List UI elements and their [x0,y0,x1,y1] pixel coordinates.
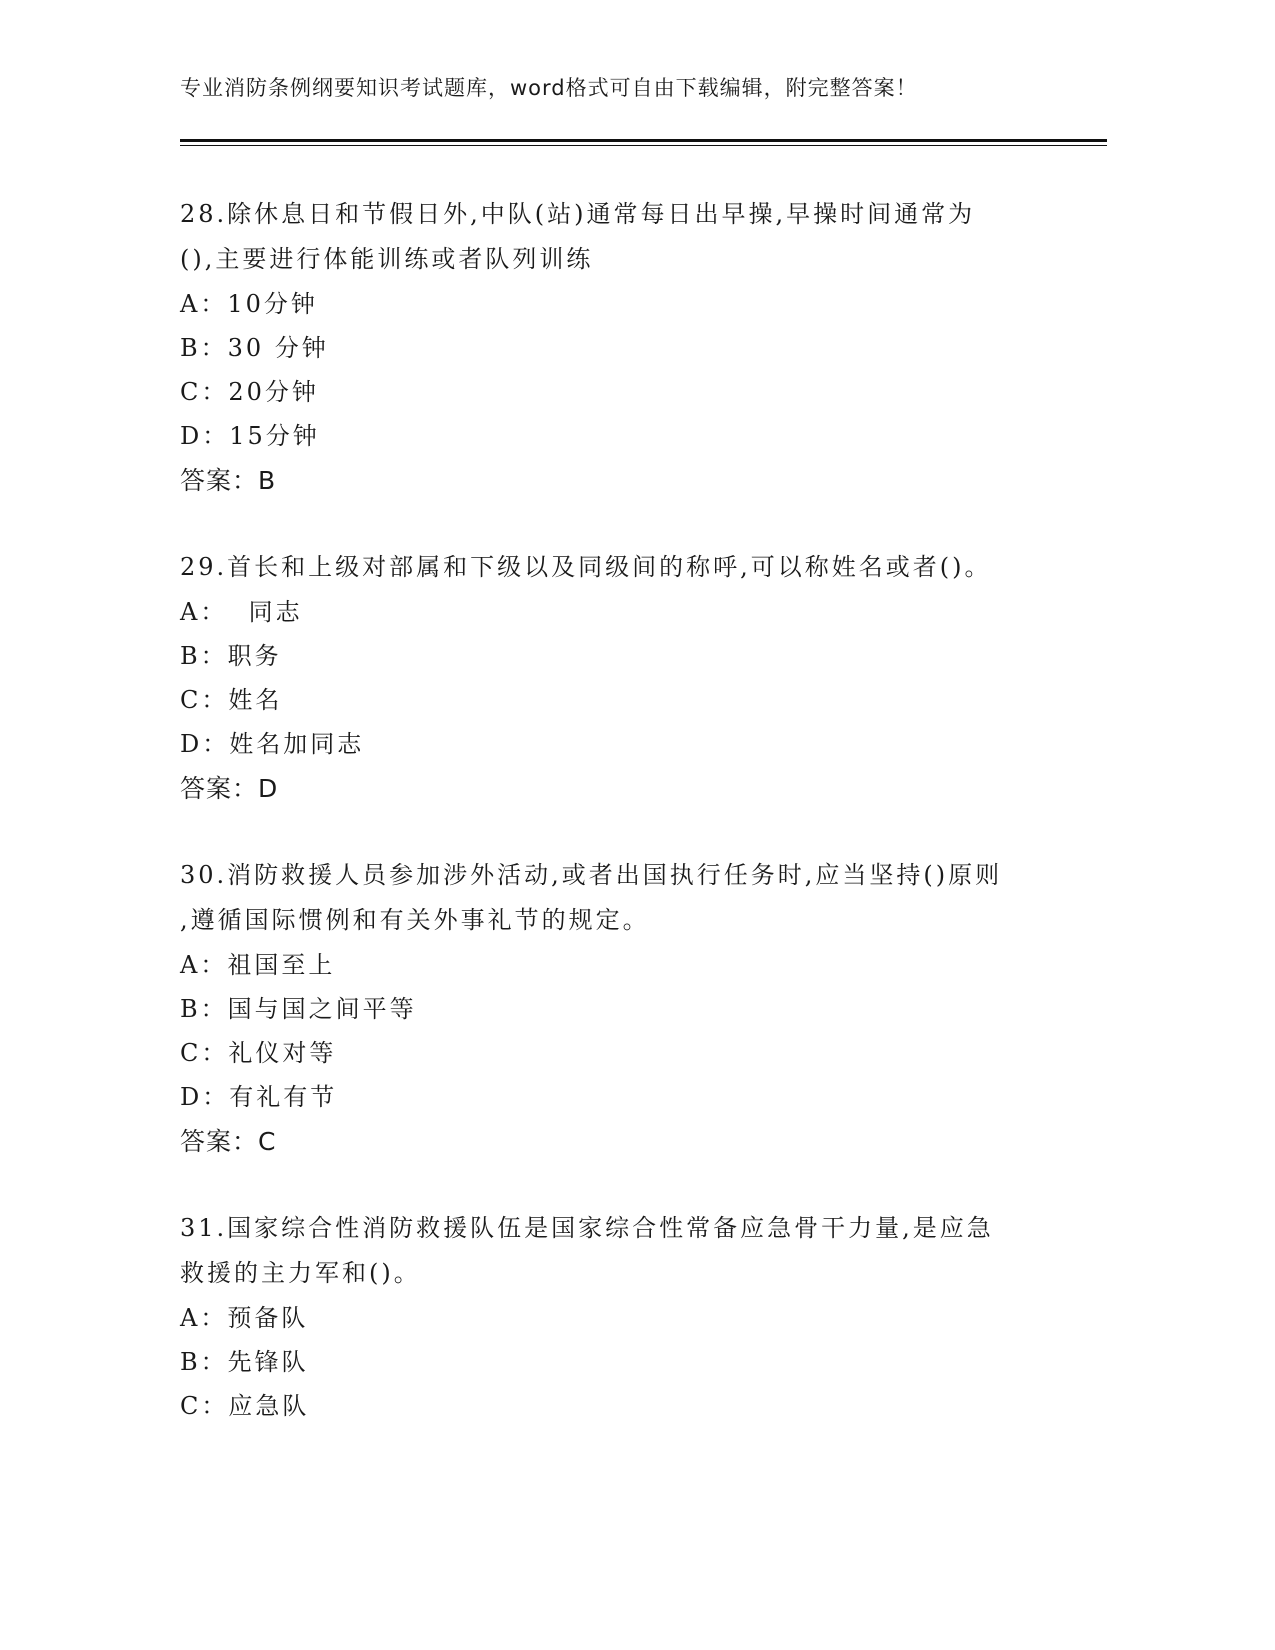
question-text-line: 29.首长和上级对部属和下级以及同级间的称呼,可以称姓名或者()。 [180,553,992,581]
answer: 答案：C [180,1127,277,1156]
option-a: A：祖国至上 [180,951,336,979]
option-c: C：20分钟 [180,378,319,406]
option-b: B：先锋队 [180,1348,309,1376]
answer: 答案：B [180,466,277,495]
question-text-line: 31.国家综合性消防救援队伍是国家综合性常备应急骨干力量,是应急 [180,1214,994,1242]
option-d: D：姓名加同志 [180,730,365,758]
option-b: B：职务 [180,642,282,670]
option-b: B：国与国之间平等 [180,995,417,1023]
page-header: 专业消防条例纲要知识考试题库，word格式可自由下载编辑，附完整答案！ [180,76,918,100]
question-31 [180,1206,1060,1428]
question-text-line: 30.消防救援人员参加涉外活动,或者出国执行任务时,应当坚持()原则 [180,861,1003,889]
option-c: C：姓名 [180,686,283,714]
header-divider [180,139,1107,142]
question-text-line: ,遵循国际惯例和有关外事礼节的规定。 [180,906,650,934]
option-c: C：礼仪对等 [180,1039,337,1067]
option-a: A：预备队 [180,1304,309,1332]
option-a: A：10分钟 [180,290,318,318]
option-d: D：有礼有节 [180,1083,338,1111]
header-divider-thin [180,145,1107,146]
question-text-line: 救援的主力军和()。 [180,1259,421,1287]
option-c: C：应急队 [180,1392,310,1420]
option-b: B：30 分钟 [180,334,329,362]
question-text-line: 28.除休息日和节假日外,中队(站)通常每日出早操,早操时间通常为 [180,200,976,228]
option-d: D：15分钟 [180,422,320,450]
question-text-line: (),主要进行体能训练或者队列训练 [180,245,594,273]
question-28 [180,192,1060,504]
answer: 答案：D [180,774,279,803]
question-29 [180,545,1060,812]
option-a: A： 同志 [180,598,303,626]
question-list [180,192,1060,1469]
question-30 [180,853,1060,1165]
